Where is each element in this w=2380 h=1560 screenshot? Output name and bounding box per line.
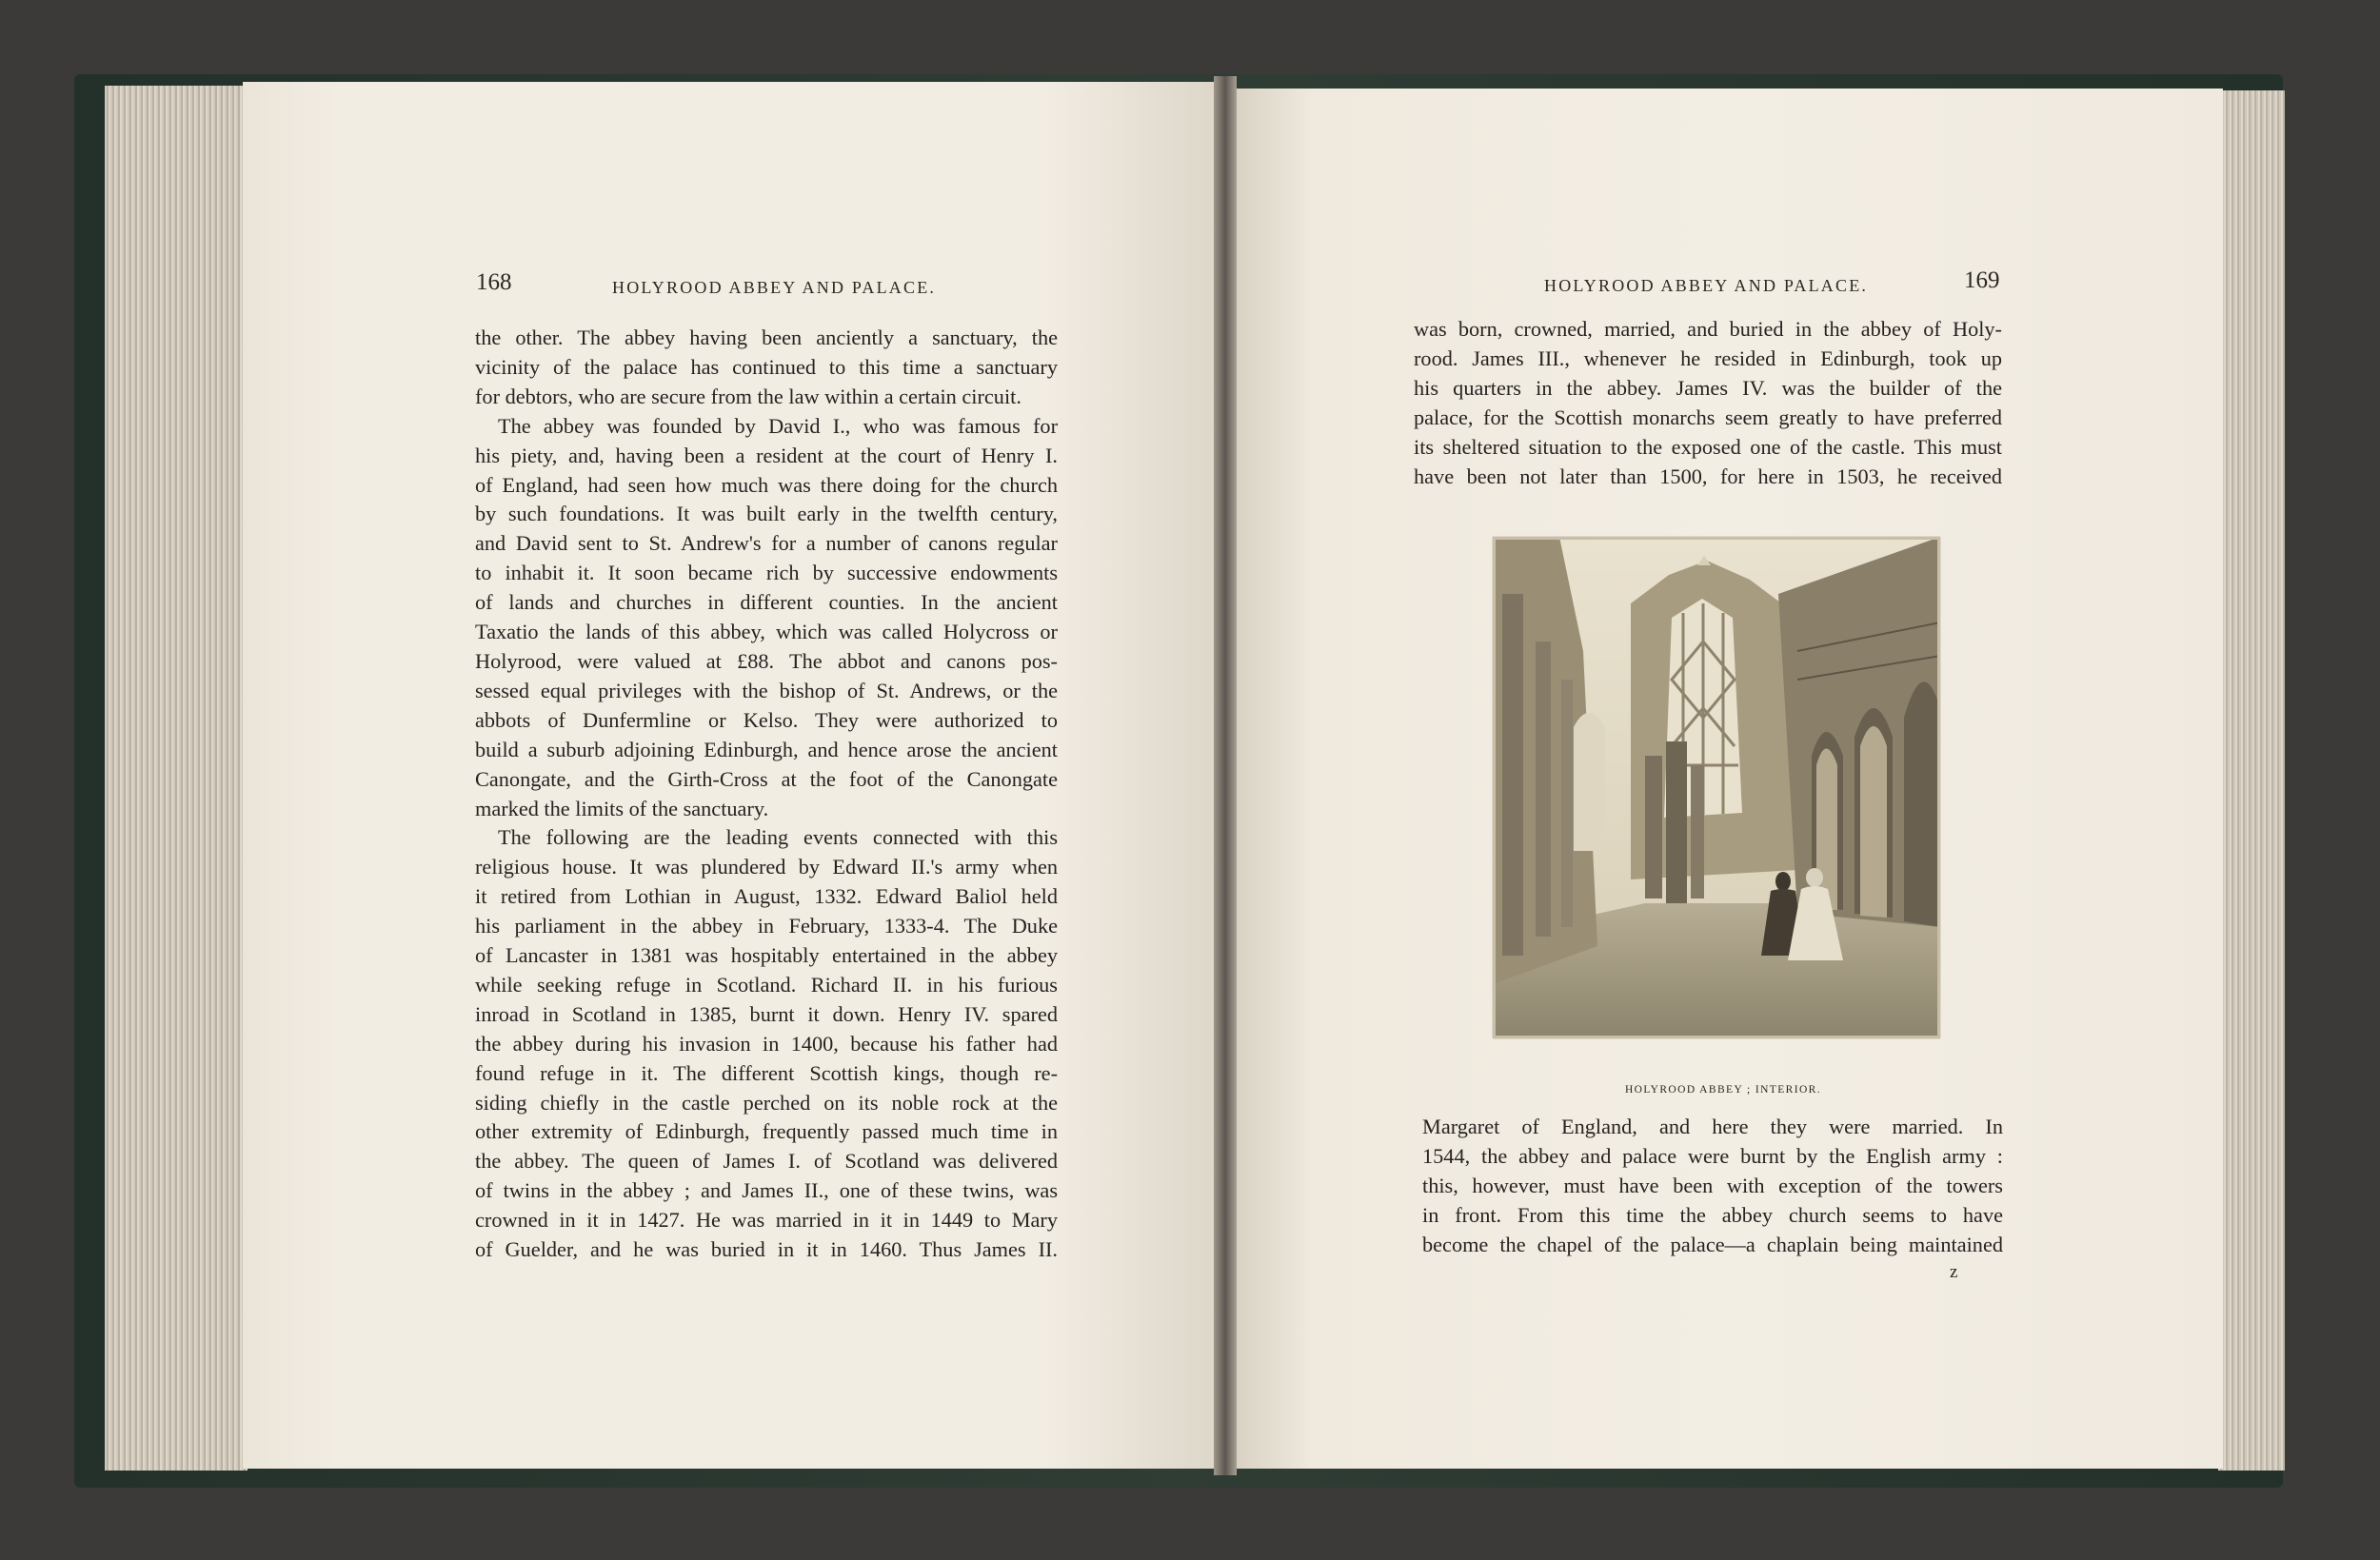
text-line: was born, crowned, married, and buried in the abbey of Holy- <box>1414 317 2002 341</box>
left-page-text <box>475 324 1058 1265</box>
text-line: build a suburb adjoining Edinburgh, and hence arose the ancient <box>475 737 1058 761</box>
abbey-interior-photograph <box>1493 537 1940 1038</box>
text-line: religious house. It was plundered by Edward II.'s army when <box>475 855 1058 879</box>
text-line: have been not later than 1500, for here in 1503, he received <box>1414 464 2002 488</box>
book-gutter <box>1214 76 1237 1475</box>
text-line: by such foundations. It was built early in the twelfth century, <box>475 502 1058 526</box>
text-line: his piety, and, having been a resident at the court of Henry I. <box>475 443 1058 467</box>
text-line: marked the limits of the sanctuary. <box>475 796 769 820</box>
signature-mark: z <box>1950 1262 1958 1282</box>
photograph-caption: HOLYROOD ABBEY ; INTERIOR. <box>1624 1084 1822 1096</box>
text-line: his parliament in the abbey in February, 1333-4. The Duke <box>475 914 1058 938</box>
text-line: become the chapel of the palace—a chaplain being maintained <box>1422 1232 2003 1256</box>
text-line: while seeking refuge in Scotland. Richard II. in his furious <box>475 972 1058 997</box>
text-line: of England, had seen how much was there doing for the church <box>475 472 1058 497</box>
text-line: 1544, the abbey and palace were burnt by the English army : <box>1422 1143 2003 1168</box>
text-line: other extremity of Edinburgh, frequently passed much time in <box>475 1119 1058 1144</box>
left-page-number: 168 <box>476 269 512 295</box>
text-line: for debtors, who are secure from the law within a certain circuit. <box>475 384 1021 408</box>
text-line: his quarters in the abbey. James IV. was the builder of the <box>1414 375 2002 400</box>
right-running-head: HOLYROOD ABBEY AND PALACE. <box>1544 276 1869 295</box>
text-line: The following are the leading events connected with this <box>498 825 1058 850</box>
text-line: this, however, must have been with exception of the towers <box>1422 1173 2003 1197</box>
text-line: of lands and churches in different counties. In the ancient <box>475 590 1058 615</box>
right-page-number: 169 <box>1964 267 2000 293</box>
text-line: sessed equal privileges with the bishop of St. Andrews, or the <box>475 678 1058 702</box>
text-line: the abbey. The queen of James I. of Scotland was delivered <box>475 1149 1058 1174</box>
text-line: Canongate, and the Girth-Cross at the foot of the Canongate <box>475 766 1058 791</box>
text-line: crowned in it in 1427. He was married in it in 1449 to Mary <box>475 1208 1058 1233</box>
text-line: of twins in the abbey ; and James II., one of these twins, was <box>475 1178 1058 1203</box>
right-page-text-bottom <box>1422 1113 2003 1260</box>
left-page-edges <box>105 86 248 1471</box>
photograph-illustration <box>1493 537 1940 1038</box>
text-line: found refuge in it. The different Scottish kings, though re- <box>475 1060 1058 1085</box>
text-line: abbots of Dunfermline or Kelso. They were authorized to <box>475 707 1058 732</box>
text-line: vicinity of the palace has continued to this time a sanctuary <box>475 354 1058 379</box>
text-line: Taxatio the lands of this abbey, which was called Holycross or <box>475 620 1058 644</box>
text-line: of Lancaster in 1381 was hospitably entertained in the abbey <box>475 943 1058 968</box>
text-line: inroad in Scotland in 1385, burnt it down. Henry IV. spared <box>475 1001 1058 1026</box>
text-line: Margaret of England, and here they were married. In <box>1422 1115 2003 1138</box>
right-page-text-top <box>1414 315 2002 491</box>
text-line: siding chiefly in the castle perched on its noble rock at the <box>475 1090 1058 1115</box>
text-line: it retired from Lothian in August, 1332. Edward Baliol held <box>475 884 1058 909</box>
text-line: of Guelder, and he was buried in it in 1460. Thus James II. <box>475 1237 1058 1262</box>
text-line: and David sent to St. Andrew's for a number of canons regular <box>475 531 1058 556</box>
right-page-edges <box>2218 90 2285 1471</box>
text-line: Holyrood, were valued at £88. The abbot and canons pos- <box>475 648 1058 673</box>
text-line: to inhabit it. It soon became rich by successive endowments <box>475 561 1058 585</box>
left-running-head: HOLYROOD ABBEY AND PALACE. <box>612 278 937 297</box>
text-line: its sheltered situation to the exposed one of the castle. This must <box>1414 434 2002 459</box>
text-line: the abbey during his invasion in 1400, because his father had <box>475 1031 1058 1056</box>
text-line: rood. James III., whenever he resided in Edinburgh, took up <box>1414 346 2002 370</box>
text-line: The abbey was founded by David I., who was famous for <box>498 413 1058 438</box>
text-line: palace, for the Scottish monarchs seem greatly to have preferred <box>1414 405 2002 429</box>
text-line: in front. From this time the abbey church seems to have <box>1422 1202 2003 1227</box>
text-line: the other. The abbey having been anciently a sanctuary, the <box>475 326 1058 349</box>
